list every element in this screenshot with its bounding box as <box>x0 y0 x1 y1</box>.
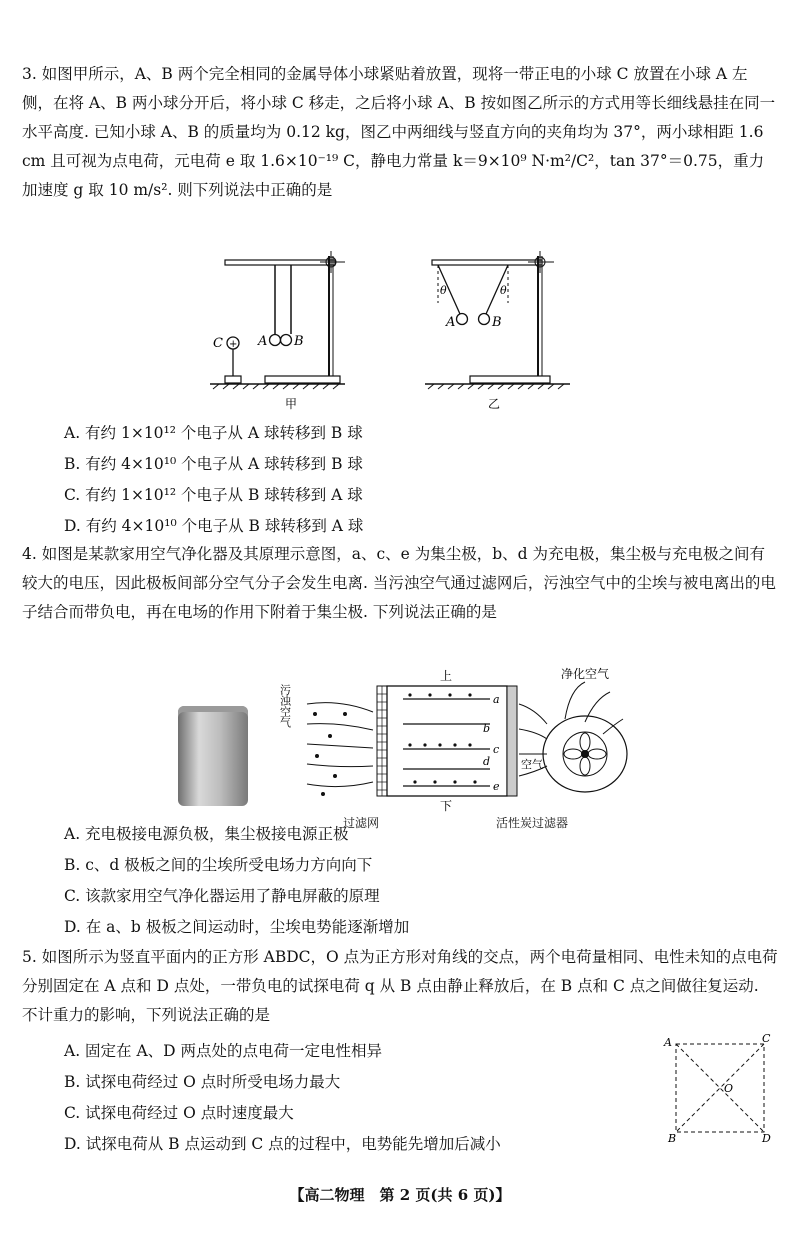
label-B-yi: B <box>492 315 502 330</box>
plate-label-a: a <box>493 693 500 706</box>
label-theta-2: θ <box>500 284 507 297</box>
q5-option-d: D. 试探电荷从 B 点运动到 C 点的过程中，电势能先增加后减小 <box>64 1135 501 1153</box>
q4-option-d: D. 在 a、b 极板之间运动时，尘埃电势能逐渐增加 <box>64 918 410 936</box>
label-theta-1: θ <box>440 284 447 297</box>
plate-label-e: e <box>493 780 500 793</box>
air-purifier-image <box>178 706 248 806</box>
q3-option-d: D. 有约 4×10¹⁰ 个电子从 B 球转移到 A 球 <box>64 517 364 535</box>
square-figure <box>662 1034 774 1146</box>
vertex-B: B <box>668 1132 677 1145</box>
caption-jia: 甲 <box>285 397 298 411</box>
question-4-stem <box>22 540 778 627</box>
label-plus: + <box>229 339 238 350</box>
plate-label-b: b <box>483 722 491 735</box>
question-3-text: 3. 如图甲所示，A、B 两个完全相同的金属导体小球紧贴着放置，现将一带正电的小球 C 放置在小球 A 左侧，在将 A、B 两小球分开后，将小球 C 移走，之后将小球 A、B 按如图乙所示的方式用等长细线悬挂在同一水平高度. 已知小球 A、B 的质量均为 0.12 kg，图乙中两细线与竖直方向的夹角均为 37°，两小球相距 1.6 cm 且可视为点电荷，元电荷 e 取 1.6×10⁻¹⁹ C，静电力常量 k＝9×10⁹ N·m²/C²，tan 37°＝0.75，重力加速度 g 取 10 m/s². 则下列说法中正确的是 <box>22 65 776 199</box>
q5-option-c: C. 试探电荷经过 O 点时速度最大 <box>64 1104 294 1122</box>
q3-option-a: A. 有约 1×10¹² 个电子从 A 球转移到 B 球 <box>64 424 363 442</box>
vertex-D: D <box>762 1132 771 1145</box>
question-4-text: 4. 如图是某款家用空气净化器及其原理示意图，a、c、e 为集尘极，b、d 为充电极，集尘极与充电极之间有较大的电压，因此极板间部分空气分子会发生电离. 当污浊空气通过滤网后，污浊空气中的尘埃与被电离出的电子结合而带负电，再在电场的作用下附着于集尘极. 下列说法正确的是 <box>22 545 776 621</box>
purifier-diagram <box>278 664 630 814</box>
q3-option-c: C. 有约 1×10¹² 个电子从 B 球转移到 A 球 <box>64 486 363 504</box>
label-clean-air: 净化空气 <box>561 667 610 681</box>
q3-option-b: B. 有约 4×10¹⁰ 个电子从 A 球转移到 B 球 <box>64 455 363 473</box>
q4-option-c: C. 该款家用空气净化器运用了静电屏蔽的原理 <box>64 887 380 905</box>
q4-option-a: A. 充电极接电源负极，集尘极接电源正极 <box>64 825 349 843</box>
question-5-text: 5. 如图所示为竖直平面内的正方形 ABDC，O 点为正方形对角线的交点，两个电荷量相同、电性未知的点电荷分别固定在 A 点和 D 点处，一带负电的试探电荷 q 从 B 点由静止释放后，在 B 点和 C 点之间做往复运动. 不计重力的影响，下列说法正确的是 <box>22 948 778 1024</box>
label-bottom: 下 <box>440 799 453 813</box>
label-A: A <box>258 334 268 349</box>
label-B: B <box>294 334 304 349</box>
q5-option-b: B. 试探电荷经过 O 点时所受电场力最大 <box>64 1073 341 1091</box>
figure-jia <box>205 248 375 418</box>
label-C: C <box>213 336 223 351</box>
vertex-O: O <box>724 1082 734 1095</box>
label-top: 上 <box>440 669 453 683</box>
page-footer: 【高二物理 第 2 页(共 6 页)】 <box>289 1186 511 1204</box>
figure-yi <box>420 248 580 418</box>
label-A-yi: A <box>446 315 456 330</box>
label-filter-net: 过滤网 <box>343 816 380 830</box>
q5-option-a: A. 固定在 A、D 两点处的点电荷一定电性相异 <box>64 1042 383 1060</box>
vertex-C: C <box>762 1032 771 1045</box>
vertex-A: A <box>664 1036 672 1049</box>
q4-option-b: B. c、d 极板之间的尘埃所受电场力方向向下 <box>64 856 373 874</box>
label-dirty-air: 污浊空气 <box>278 684 292 728</box>
question-5-stem <box>22 943 778 1030</box>
caption-yi: 乙 <box>488 397 501 411</box>
plate-label-d: d <box>483 755 491 768</box>
label-air: 空气 <box>521 758 543 771</box>
label-carbon-filter: 活性炭过滤器 <box>496 816 569 830</box>
question-3-stem <box>22 60 778 205</box>
plate-label-c: c <box>493 743 500 756</box>
